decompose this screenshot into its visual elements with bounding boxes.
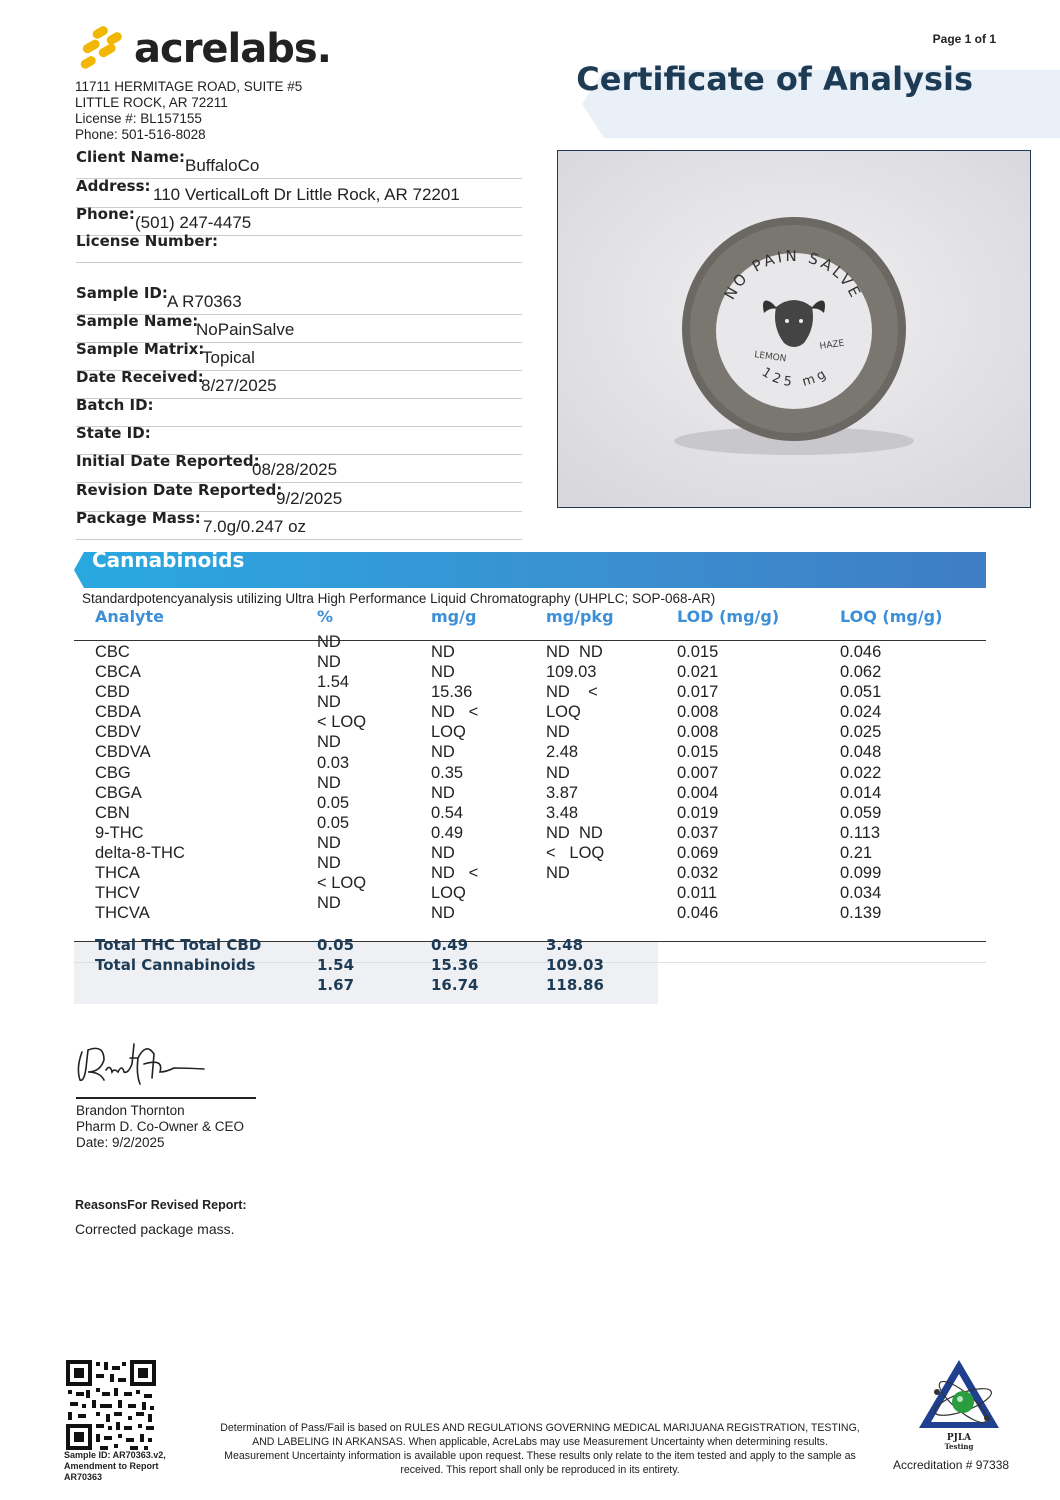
table-cell: ND <: [546, 683, 598, 702]
table-cell: ND: [317, 773, 341, 792]
table-cell: 0.024: [840, 703, 882, 722]
jar-label-bottom: 125 mg: [758, 365, 833, 391]
table-cell: ND ND: [546, 643, 603, 661]
table-cell: ND: [317, 854, 341, 873]
field-value: 9/2/2025: [276, 489, 343, 508]
qr-code-icon: [66, 1360, 156, 1450]
table-cell: 0.069: [677, 843, 719, 862]
totals-mg-g: [431, 935, 478, 995]
table-cell: ND: [317, 693, 341, 712]
table-cell: 0.011: [677, 884, 718, 903]
table-cell: 1.54: [317, 956, 355, 974]
totals-percent: [317, 935, 354, 995]
reasons-text: Corrected package mass.: [75, 1221, 235, 1237]
field-label: Client Name:: [76, 148, 186, 166]
lab-name: acrelabs.: [134, 26, 331, 72]
percent-column: [317, 632, 366, 913]
initial-date-field: [76, 454, 522, 483]
table-cell: 0.099: [840, 864, 882, 883]
field-label: State ID:: [76, 424, 151, 442]
qr-caption-line: AR70363: [64, 1472, 103, 1482]
table-cell: ND: [546, 864, 570, 883]
table-cell: 0.046: [677, 904, 719, 923]
lab-logo: [78, 26, 331, 72]
table-cell: LOQ: [546, 703, 581, 722]
field-label: Package Mass:: [76, 509, 201, 527]
table-cell: Total THC Total CBD: [95, 936, 262, 954]
sample-id-field: [76, 286, 522, 315]
table-cell: 0.017: [677, 683, 719, 702]
table-cell: 0.015: [677, 643, 719, 661]
disclaimer-text: Determination of Pass/Fail is based on RULES AND REGULATIONS GOVERNING MEDICAL MARIJUANA REGISTRATION, TESTING, AND LABELING IN ARKANSAS. When applicable, AcreLabs may use Measurement Uncertainty when determining results. Measurement Uncertainty information is available upon request. These results only relate to the item tested and apply to the sample as received. This report shall only be reproduced in its entirety.: [220, 1422, 860, 1476]
table-cell: 0.051: [840, 683, 882, 702]
table-cell: ND: [546, 763, 570, 782]
table-cell: CBDV: [95, 723, 141, 742]
table-cell: CBCA: [95, 663, 141, 682]
signature-line: [76, 1097, 256, 1099]
sample-name-field: [76, 314, 522, 343]
table-cell: 1.54: [317, 673, 350, 692]
pjla-logo-icon: [913, 1356, 1005, 1454]
field-label: Sample Name:: [76, 312, 199, 330]
table-cell: 0.014: [840, 783, 882, 802]
field-value: BuffaloCo: [185, 156, 260, 175]
table-cell: 0.05: [317, 813, 350, 832]
table-cell: Total Cannabinoids: [95, 956, 256, 974]
table-cell: ND: [431, 843, 455, 862]
qr-caption: [64, 1450, 166, 1483]
table-cell: CBG: [95, 763, 131, 782]
mg-g-column: [431, 642, 478, 923]
table-cell: ND: [546, 723, 570, 742]
field-value: 8/27/2025: [201, 376, 277, 395]
table-cell: 3.48: [546, 936, 584, 954]
table-cell: ND: [431, 743, 455, 762]
qr-caption-line: Sample ID: AR70363.v2,: [64, 1450, 166, 1460]
table-cell: 0.05: [317, 936, 355, 954]
page-number: Page 1 of 1: [932, 32, 996, 46]
table-cell: 109.03: [546, 663, 597, 682]
leaf-logo-icon: [78, 26, 128, 72]
field-label: Address:: [76, 177, 151, 195]
col-header-analyte: Analyte: [95, 607, 164, 626]
table-cell: ND: [431, 643, 455, 661]
table-cell: 15.36: [431, 683, 473, 702]
salve-jar-image: [558, 151, 1030, 507]
totals-labels: [95, 935, 261, 975]
table-cell: 0.021: [677, 663, 719, 682]
table-cell: 0.025: [840, 723, 882, 742]
lod-column: [677, 642, 718, 923]
table-cell: THCV: [95, 884, 140, 903]
reasons-heading: ReasonsFor Revised Report:: [75, 1198, 247, 1212]
signature-date: Date: 9/2/2025: [76, 1135, 165, 1150]
jar-label-left: LEMON: [753, 350, 787, 365]
method-description: Standardpotencyanalysis utilizing Ultra High Performance Liquid Chromatography (UHPLC; SOP-068-AR): [82, 591, 716, 606]
field-label: License Number:: [76, 232, 218, 250]
lab-license: License #: BL157155: [75, 111, 202, 126]
field-label: Batch ID:: [76, 396, 154, 414]
field-value: Topical: [202, 348, 255, 367]
col-header-mg-g: mg/g: [431, 607, 477, 626]
product-photo: [557, 150, 1031, 508]
table-cell: ND: [431, 783, 455, 802]
table-cell: 0.008: [677, 703, 719, 722]
totals-mg-pkg: [546, 935, 604, 995]
table-cell: 0.062: [840, 663, 882, 682]
col-header-percent: %: [317, 607, 334, 626]
table-cell: 0.113: [840, 823, 881, 842]
table-cell: 0.05: [317, 793, 350, 812]
table-cell: 0.54: [431, 803, 464, 822]
table-cell: 0.35: [431, 763, 464, 782]
batch-id-field: [76, 398, 522, 427]
table-cell: ND <: [431, 864, 479, 883]
table-cell: 0.007: [677, 763, 719, 782]
table-cell: CBGA: [95, 783, 142, 802]
date-received-field: [76, 370, 522, 399]
revision-date-field: [76, 483, 522, 512]
field-label: Initial Date Reported:: [76, 452, 260, 470]
col-header-loq: LOQ (mg/g): [840, 607, 943, 626]
field-label: Sample Matrix:: [76, 340, 205, 358]
field-value: A R70363: [167, 292, 242, 311]
table-cell: LOQ: [431, 723, 466, 742]
table-cell: 0.046: [840, 643, 882, 661]
table-cell: 0.059: [840, 803, 882, 822]
lab-contact: [75, 79, 302, 143]
col-header-lod: LOD (mg/g): [677, 607, 780, 626]
field-label: Phone:: [76, 205, 135, 223]
table-cell: < LOQ: [317, 713, 367, 732]
section-title: Cannabinoids: [92, 548, 245, 572]
table-cell: ND: [317, 653, 341, 672]
loq-column: [840, 642, 881, 923]
table-cell: 109.03: [546, 956, 604, 974]
field-label: Date Received:: [76, 368, 204, 386]
table-cell: 0.49: [431, 823, 464, 842]
table-cell: 2.48: [546, 743, 579, 762]
pjla-name: PJLA: [946, 1433, 972, 1443]
field-value: 7.0g/0.247 oz: [203, 517, 307, 536]
page-title: Certificate of Analysis: [576, 60, 973, 98]
accreditation-number: Accreditation # 97338: [893, 1458, 1010, 1472]
lab-phone: Phone: 501-516-8028: [75, 127, 206, 142]
mg-pkg-column: [546, 642, 604, 883]
table-cell: THCVA: [95, 904, 150, 923]
table-cell: 0.019: [677, 803, 719, 822]
qr-caption-line: Amendment to Report: [64, 1461, 159, 1471]
signer-title: Pharm D. Co-Owner & CEO: [76, 1119, 245, 1134]
table-cell: 0.037: [677, 823, 719, 842]
sample-matrix-field: [76, 342, 522, 371]
package-mass-field: [76, 511, 522, 540]
field-value: 08/28/2025: [252, 460, 338, 479]
table-cell: LOQ: [431, 884, 466, 903]
table-cell: 0.034: [840, 884, 882, 903]
table-cell: CBDVA: [95, 743, 151, 762]
table-cell: CBDA: [95, 703, 141, 722]
table-cell: 9-THC: [95, 823, 144, 842]
field-value: (501) 247-4475: [135, 213, 252, 232]
table-cell: < LOQ: [317, 874, 367, 893]
table-cell: ND ND: [546, 823, 603, 842]
table-cell: 0.49: [431, 936, 469, 954]
table-cell: 0.048: [840, 743, 882, 762]
table-cell: CBC: [95, 643, 130, 661]
table-cell: ND: [317, 633, 341, 651]
table-cell: ND: [317, 733, 341, 752]
table-cell: 3.87: [546, 783, 579, 802]
table-cell: 0.022: [840, 763, 882, 782]
signer-name: Brandon Thornton: [76, 1103, 185, 1118]
table-cell: CBN: [95, 803, 130, 822]
table-cell: 16.74: [431, 976, 479, 994]
jar-label-right: HAZE: [819, 338, 845, 352]
table-cell: 0.008: [677, 723, 719, 742]
client-name-field: [76, 150, 522, 179]
table-cell: 0.21: [840, 843, 873, 862]
table-cell: CBD: [95, 683, 130, 702]
state-id-field: [76, 426, 522, 455]
client-address-field: [76, 179, 522, 208]
lab-address-line2: LITTLE ROCK, AR 72211: [75, 95, 228, 110]
table-cell: delta-8-THC: [95, 843, 185, 862]
lab-address-line1: 11711 HERMITAGE ROAD, SUITE #5: [75, 79, 303, 94]
table-cell: 118.86: [546, 976, 604, 994]
field-label: Revision Date Reported:: [76, 481, 283, 499]
table-cell: ND: [317, 894, 341, 913]
table-cell: 15.36: [431, 956, 479, 974]
table-header-rule: [74, 640, 986, 641]
pjla-sub: Testing: [944, 1442, 974, 1451]
field-value: 110 VerticalLoft Dr Little Rock, AR 72201: [153, 185, 460, 204]
table-cell: 1.67: [317, 976, 355, 994]
signer-block: [76, 1103, 244, 1151]
table-cell: THCA: [95, 864, 140, 883]
field-label: Sample ID:: [76, 284, 168, 302]
table-cell: ND: [431, 904, 455, 923]
table-cell: 0.139: [840, 904, 882, 923]
signature-image: [74, 1038, 214, 1094]
table-cell: ND: [317, 833, 341, 852]
analyte-column: [95, 642, 185, 923]
table-cell: 3.48: [546, 803, 579, 822]
jar-label-top: NO PAIN SALVE: [720, 246, 866, 303]
table-cell: 0.032: [677, 864, 719, 883]
table-cell: 0.004: [677, 783, 719, 802]
table-cell: 0.015: [677, 743, 719, 762]
client-license-field: [76, 234, 522, 263]
table-cell: < LOQ: [546, 843, 605, 862]
table-cell: ND <: [431, 703, 479, 722]
col-header-mg-pkg: mg/pkg: [546, 607, 614, 626]
field-value: NoPainSalve: [196, 320, 295, 339]
table-cell: ND: [431, 663, 455, 682]
table-cell: 0.03: [317, 753, 350, 772]
